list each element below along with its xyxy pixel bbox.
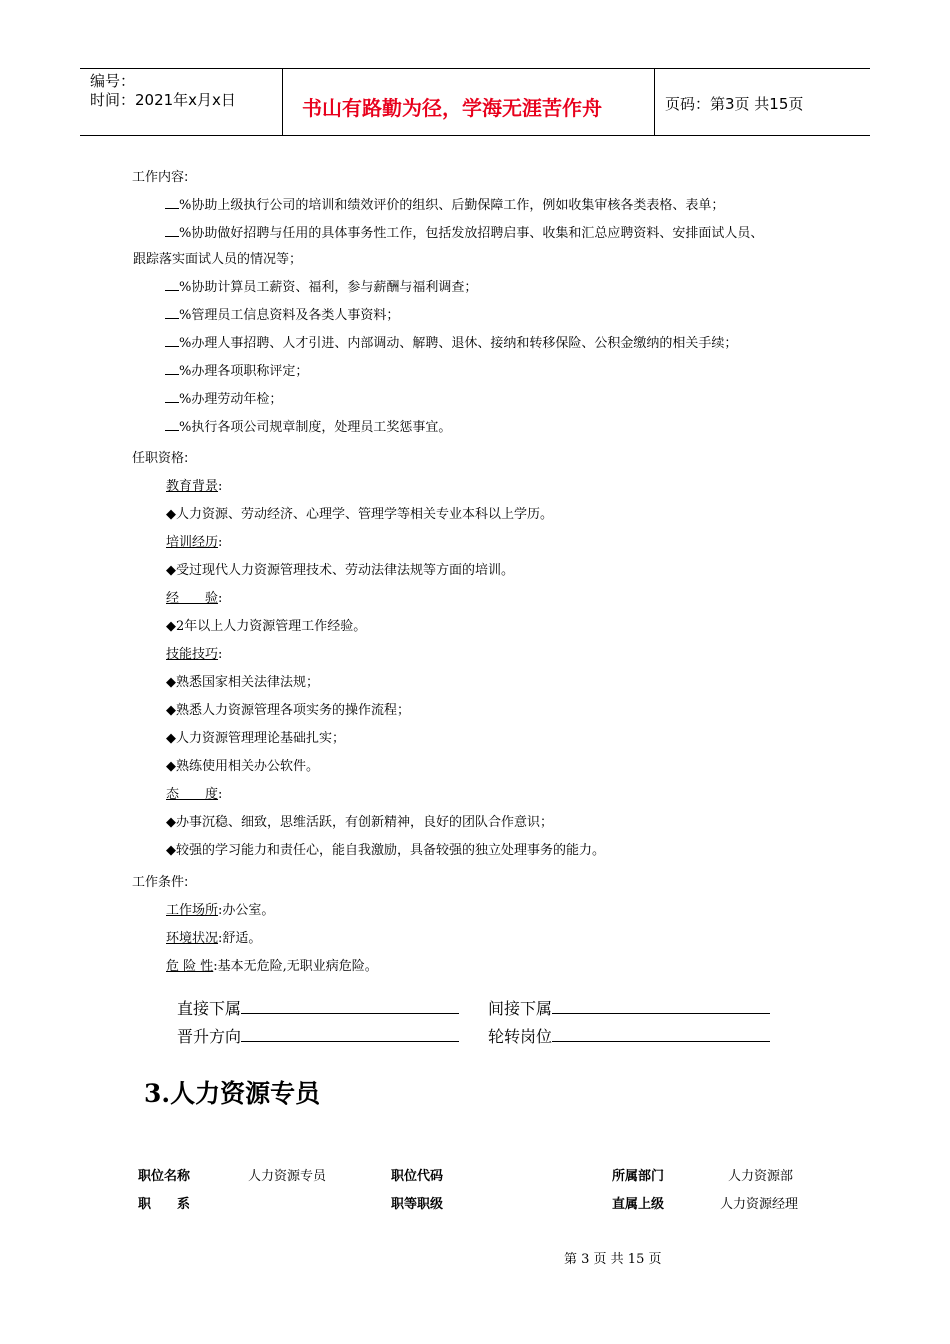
- education-text: ◆人力资源、劳动经济、心理学、管理学等相关专业本科以上学历。: [166, 507, 553, 522]
- job-title-value: 人力资源专员: [248, 1169, 327, 1184]
- skill-item: ◆熟悉人力资源管理各项实务的操作流程；: [166, 703, 410, 718]
- work-item-continuation: 跟踪落实面试人员的情况等；: [133, 252, 303, 267]
- direct-subordinate-field: 直接下属: [177, 996, 459, 1019]
- skill-item: ◆熟练使用相关办公软件。: [166, 759, 319, 774]
- job-code-label: 职位代码: [391, 1169, 444, 1184]
- work-content-heading: 工作内容:: [132, 170, 189, 185]
- work-item: %协助计算员工薪资、福利，参与薪酬与福利调查；: [165, 276, 477, 295]
- experience-text: ◆2年以上人力资源管理工作经验。: [166, 619, 367, 634]
- header-bottom-border: [80, 135, 870, 136]
- page-footer: 第 3 页 共 15 页: [564, 1252, 662, 1267]
- job-grade-label: 职等职级: [391, 1197, 444, 1212]
- education-label-line: 教育背景:: [166, 479, 223, 494]
- environment-line: 环境状况:舒适。: [166, 931, 262, 946]
- indirect-subordinate-field: 间接下属: [488, 996, 770, 1019]
- attitude-label-line: 态 度:: [166, 787, 223, 802]
- work-item: %协助上级执行公司的培训和绩效评价的组织、后勤保障工作，例如收集审核各类表格、表单；: [165, 194, 724, 213]
- attitude-item: ◆办事沉稳、细致，思维活跃，有创新精神，良好的团队合作意识；: [166, 815, 553, 830]
- skills-label-line: 技能技巧:: [166, 647, 223, 662]
- work-item: %协助做好招聘与任用的具体事务性工作，包括发放招聘启事、收集和汇总应聘资料、安排面试人员、: [165, 222, 763, 241]
- department-value: 人力资源部: [728, 1169, 794, 1184]
- attitude-item: ◆较强的学习能力和责任心，能自我激励，具备较强的独立处理事务的能力。: [166, 843, 605, 858]
- job-family-label: 职 系: [138, 1197, 191, 1212]
- qualifications-heading: 任职资格:: [132, 451, 189, 466]
- work-item: %执行各项公司规章制度，处理员工奖惩事宜。: [165, 416, 451, 435]
- work-item: %办理劳动年检；: [165, 388, 282, 407]
- header-page-label: 页码：第3页 共15页: [665, 95, 804, 113]
- risk-line: 危 险 性:基本无危险,无职业病危险。: [166, 959, 378, 974]
- doc-time-label: 时间：2021年x月x日: [90, 91, 236, 109]
- workplace-line: 工作场所:办公室。: [166, 903, 275, 918]
- training-label-line: 培训经历:: [166, 535, 223, 550]
- doc-number-label: 编号：: [90, 72, 136, 90]
- training-text: ◆受过现代人力资源管理技术、劳动法律法规等方面的培训。: [166, 563, 514, 578]
- section-title: 3.人力资源专员: [144, 1079, 321, 1108]
- promotion-field: 晋升方向: [177, 1024, 459, 1047]
- work-item: %办理人事招聘、人才引进、内部调动、解聘、退休、接纳和转移保险、公积金缴纳的相关手续；: [165, 332, 737, 351]
- supervisor-value: 人力资源经理: [720, 1197, 799, 1212]
- department-label: 所属部门: [612, 1169, 665, 1184]
- job-title-label: 职位名称: [138, 1169, 191, 1184]
- conditions-heading: 工作条件:: [132, 875, 189, 890]
- work-item: %办理各项职称评定；: [165, 360, 308, 379]
- rotation-field: 轮转岗位: [488, 1024, 770, 1047]
- supervisor-label: 直属上级: [612, 1197, 665, 1212]
- header-divider-right: [654, 68, 655, 136]
- header-motto: 书山有路勤为径，学海无涯苦作舟: [302, 96, 602, 120]
- header-divider-left: [282, 68, 283, 136]
- skill-item: ◆人力资源管理理论基础扎实；: [166, 731, 345, 746]
- work-item: %管理员工信息资料及各类人事资料；: [165, 304, 399, 323]
- experience-label-line: 经 验:: [166, 591, 223, 606]
- header-top-border: [80, 68, 870, 69]
- skill-item: ◆熟悉国家相关法律法规；: [166, 675, 319, 690]
